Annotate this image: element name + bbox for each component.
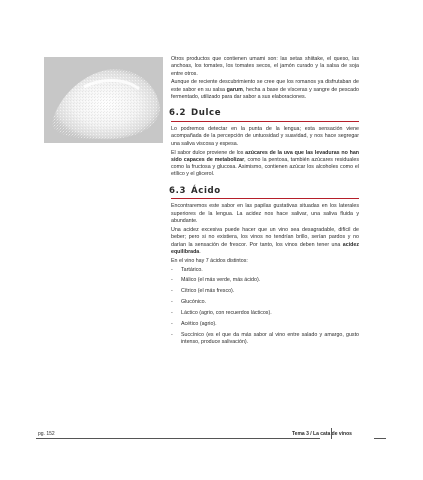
list-item: - Glucónico. [171,299,359,306]
section-title: Ácido [191,185,221,196]
footer-rule-left [36,438,320,439]
list-item: - Acético (agrio). [171,321,359,328]
section-number: 6.2 [169,108,187,119]
acido-paragraph-2: Una acidez excesiva puede hacer que un vino sea desagradable, difícil de beber; pero si no existiera, los vinos no tendrían brillo, serían pardos y no darían la sensación de frescor. Por tanto, los vinos deben tener una acidez equilibrada. [171,226,359,255]
list-item: - Málico (el más verde, más ácido). [171,277,359,284]
sugar-crystals-image [44,57,163,143]
section-heading-acido [169,185,359,196]
section-rule [171,121,359,122]
footer-rule-right [374,438,386,439]
list-item: - Succínico (es el que da más sabor al vino entre salado y amargo, gusto intenso, produce salivación). [171,332,359,347]
acids-list [171,267,359,347]
intro-paragraph-1: Otros productos que contienen umami son: las setas shiitake, el queso, las anchoas, los tomates, los tomates secos, el jamón curado y la salsa de soja entre otros. [171,56,359,77]
section-number: 6.3 [169,185,187,196]
acido-paragraph-1: Encontraremos este sabor en las papilas gustativas situadas en los laterales superiores de la lengua. La acidez nos hace salivar, una saliva fluida y abundante. [171,203,359,225]
dulce-paragraph-2: El sabor dulce proviene de los azúcares de la uva que las levaduras no han sido capaces de metabolizar, como la pentosa, también azúcares residuales como la fructosa y glucosa. Asimismo, contienen azúcar los alcoholes como el etílico y el glicerol. [171,149,360,178]
sugar-crystals-photo [44,57,163,143]
acids-list-intro: En el vino hay 7 ácidos distintos: [171,257,248,264]
section-title: Dulce [191,108,222,119]
page-number: pg. 152 [38,431,55,437]
section-rule [171,198,359,199]
dulce-paragraph-1: Lo podremos detectar en la punta de la lengua; esta sensación viene acompañada de la percepción de untuosidad y suavidad, y nos hace segregar una saliva viscosa y espesa. [171,126,359,147]
list-item: - Tartárico. [171,267,359,274]
page-footer [0,428,423,440]
text-column [171,56,359,350]
list-item: - Láctico (agrio, con recuerdos lácticos). [171,310,359,317]
footer-separator [331,428,332,439]
intro-paragraph-2: Aunque de reciente descubrimiento se cree que los romanos ya disfrutaban de este sabor en su salsa garum, hecha a base de vísceras y sangre de pescado fermentado, utilizado para dar sabor a sus elaboraciones. [171,79,359,101]
section-heading-dulce [169,110,359,117]
footer-chapter-title: Tema 3 / La cata de vinos [292,431,352,437]
list-item: - Cítrico (el más fresco). [171,288,359,295]
